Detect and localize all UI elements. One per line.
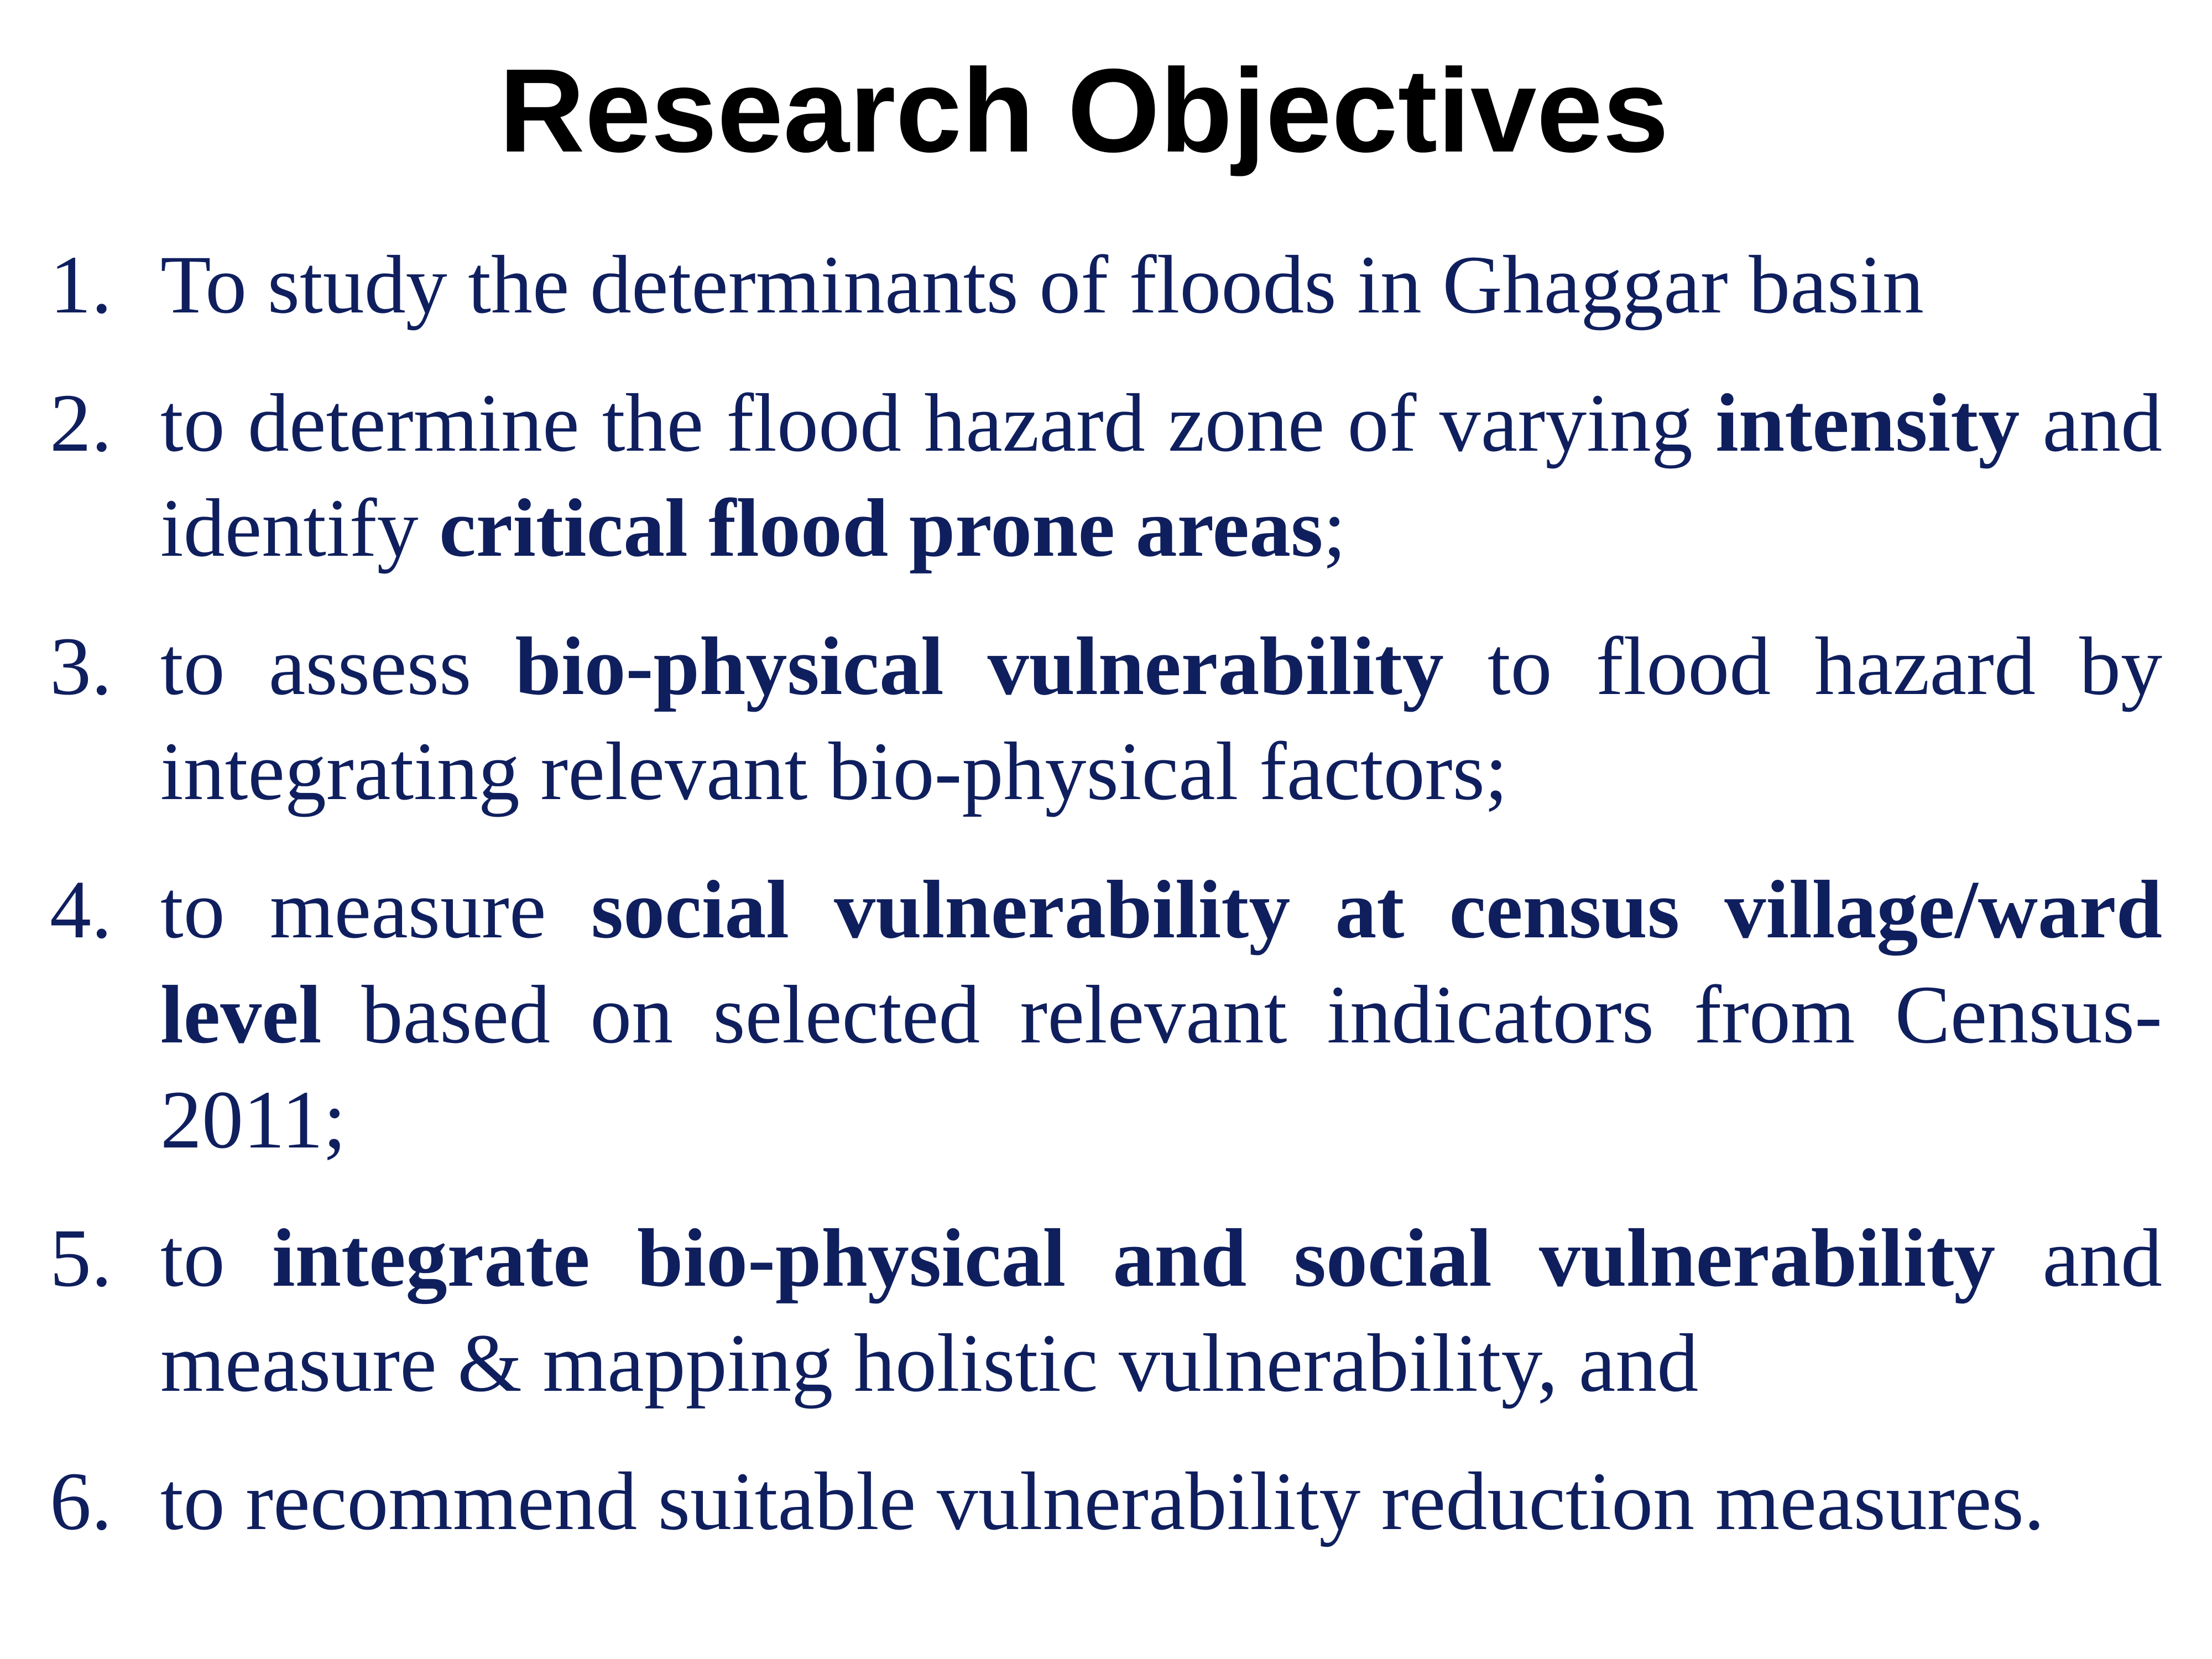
- objective-text: [160, 620, 2162, 817]
- objective-number: 2.: [50, 377, 112, 469]
- objective-number: 6.: [50, 1455, 112, 1547]
- objective-text: [160, 1212, 2162, 1409]
- objective-item-2: [50, 371, 2162, 581]
- objective-text-segment: to flood hazard by integrating relevant bio-physical factors;: [160, 620, 2162, 817]
- objective-emphasis: intensity: [1715, 377, 2020, 469]
- objective-text-segment: to measure: [160, 864, 591, 956]
- objective-text-segment: ;: [1323, 482, 1347, 574]
- objective-emphasis: integrate bio-physical and social vulnerability: [272, 1212, 1996, 1304]
- objective-emphasis: critical flood prone areas: [439, 482, 1323, 574]
- objective-text-segment: based on selected relevant indicators from Census-2011;: [160, 969, 2162, 1166]
- objective-item-4: [50, 857, 2162, 1172]
- objective-item-6: [50, 1449, 2162, 1554]
- objective-number: 5.: [50, 1212, 112, 1304]
- objective-number: 3.: [50, 620, 112, 712]
- objective-number: 4.: [50, 864, 112, 956]
- objective-text-segment: to: [160, 1212, 272, 1304]
- objective-emphasis: bio-physical vulnerability: [515, 620, 1444, 712]
- objectives-list: [50, 232, 2162, 1554]
- objective-item-3: [50, 614, 2162, 824]
- objective-number: 1.: [50, 239, 112, 331]
- objective-text-segment: to determine the flood hazard zone of varying: [160, 377, 1716, 469]
- objective-text-segment: to recommend suitable vulnerability reduction measures.: [160, 1455, 2045, 1547]
- objective-text-segment: to assess: [160, 620, 515, 712]
- objective-text-segment: and measure & mapping holistic vulnerability, and: [160, 1212, 2162, 1409]
- slide-title: Research Objectives: [499, 44, 1669, 177]
- objective-item-1: [50, 232, 2162, 337]
- objective-item-5: [50, 1206, 2162, 1416]
- objective-text-segment: and identify: [160, 377, 2162, 574]
- objective-text: [160, 864, 2162, 1166]
- objective-text: [160, 239, 1924, 331]
- objective-text: [160, 377, 2162, 574]
- objective-text-segment: To study the determinants of floods in Ghaggar basin: [160, 239, 1924, 331]
- objective-text: [160, 1455, 2044, 1547]
- objective-emphasis: social vulnerability at census village/ward level: [160, 864, 2162, 1061]
